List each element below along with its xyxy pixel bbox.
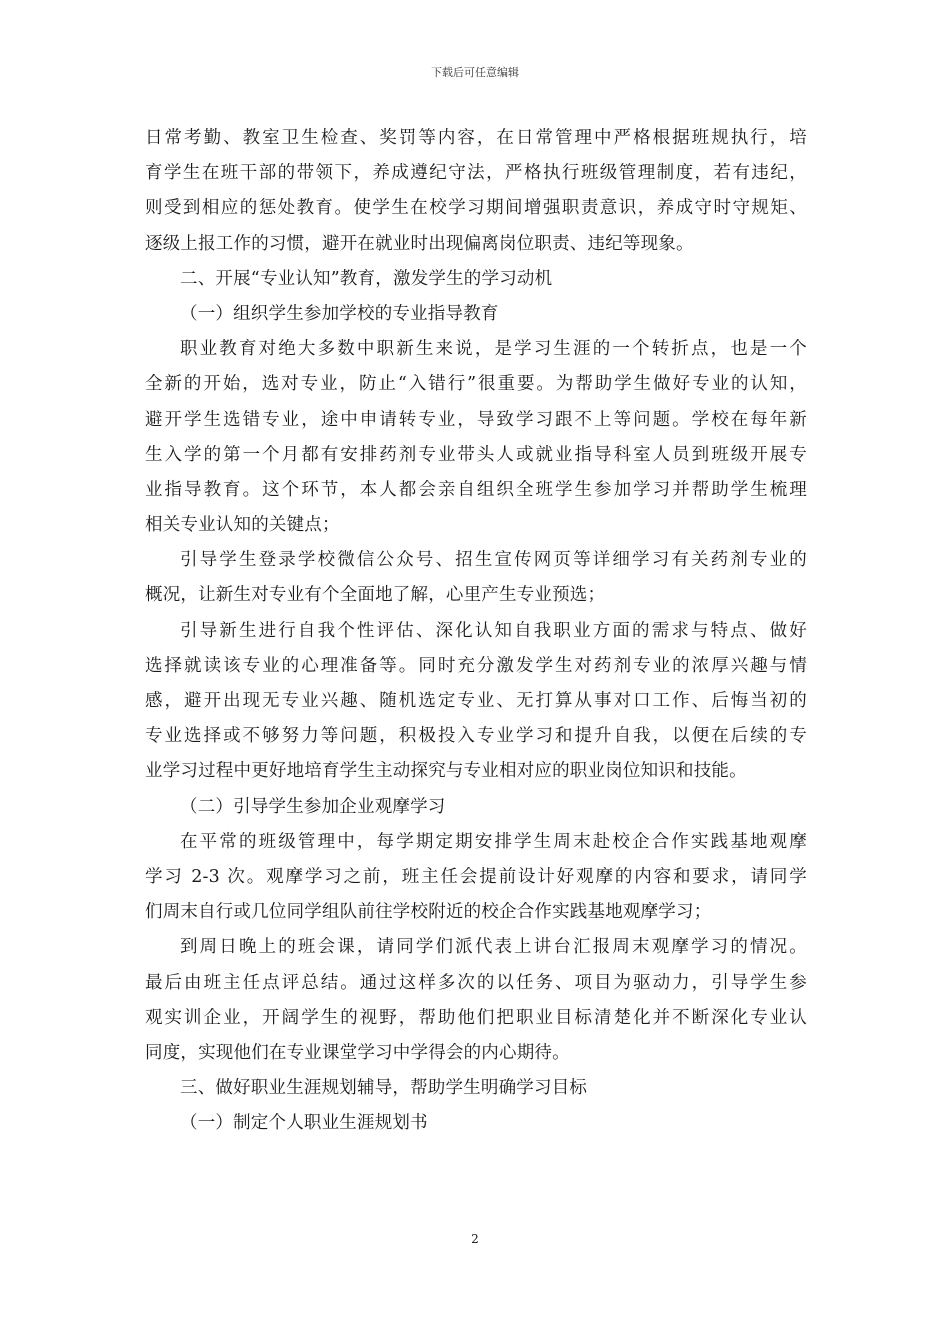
text-line: 相关专业认知的关键点；: [145, 515, 340, 536]
text-line: 逐级上报工作的习惯，避开在就业时出现偏离岗位职责、违纪等现象。: [145, 233, 694, 254]
text-line: 育学生在班干部的带领下，养成遵纪守法，严格执行班级管理制度，若有违纪，: [145, 163, 807, 184]
text-line: 引导新生进行自我个性评估、深化认知自我职业方面的需求与特点、做好: [180, 620, 807, 641]
paragraph: [145, 543, 807, 613]
text-line: 学习 2-3 次。观摩学习之前，班主任会提前设计好观摩的内容和要求，请同学: [145, 866, 807, 887]
text-line: （一）制定个人职业生涯规划书: [180, 1113, 428, 1134]
paragraph: [145, 332, 807, 543]
document-body: [145, 121, 807, 1141]
paragraph: [145, 930, 807, 1071]
paragraph: [145, 825, 807, 931]
subsection-heading: [145, 790, 807, 825]
text-line: 生入学的第一个月都有安排药剂专业带头人或就业指导科室人员到班级开展专: [145, 444, 807, 465]
text-line: 们周末自行或几位同学组队前往学校附近的校企合作实践基地观摩学习；: [145, 902, 712, 923]
text-line: 职业教育对绝大多数中职新生来说，是学习生涯的一个转折点，也是一个: [180, 339, 807, 360]
text-line: 选择就读该专业的心理准备等。同时充分激发学生对药剂专业的浓厚兴趣与情: [145, 655, 807, 676]
text-line: 业指导教育。这个环节，本人都会亲自组织全班学生参加学习并帮助学生梳理: [145, 479, 807, 500]
subsection-heading: [145, 297, 807, 332]
text-line: 在平常的班级管理中，每学期定期安排学生周末赴校企合作实践基地观摩: [180, 831, 807, 852]
paragraph: [145, 614, 807, 790]
text-line: 观实训企业，开阔学生的视野，帮助他们把职业目标清楚化并不断深化专业认: [145, 1007, 807, 1028]
text-line: 同度，实现他们在专业课堂学习中学得会的内心期待。: [145, 1042, 570, 1063]
text-line: 感，避开出现无专业兴趣、随机选定专业、无打算从事对口工作、后悔当初的: [145, 691, 807, 711]
text-line: 避开学生选错专业，途中申请转专业，导致学习跟不上等问题。学校在每年新: [145, 409, 807, 430]
page-number: 2: [471, 1232, 479, 1246]
section-heading: [145, 262, 807, 297]
text-line: 全新的开始，选对专业，防止“入错行”很重要。为帮助学生做好专业的认知，: [145, 374, 807, 395]
text-line: 概况，让新生对专业有个全面地了解，心里产生专业预选；: [145, 585, 606, 606]
text-line: 专业选择或不够努力等问题，积极投入专业学习和提升自我，以便在后续的专: [145, 726, 807, 747]
text-line: 引导学生登录学校微信公众号、招生宣传网页等详细学习有关药剂专业的: [180, 550, 807, 571]
text-line: 最后由班主任点评总结。通过这样多次的以任务、项目为驱动力，引导学生参: [145, 972, 807, 993]
page-header: 下载后可任意编辑: [431, 66, 519, 79]
subsection-heading: [145, 1106, 807, 1141]
text-line: 业学习过程中更好地培育学生主动探究与专业相对应的职业岗位知识和技能。: [145, 761, 747, 782]
text-line: （一）组织学生参加学校的专业指导教育: [180, 303, 499, 324]
text-line: 三、做好职业生涯规划辅导，帮助学生明确学习目标: [180, 1078, 588, 1099]
text-line: 日常考勤、教室卫生检查、奖罚等内容，在日常管理中严格根据班规执行，培: [145, 128, 807, 148]
text-line: （二）引导学生参加企业观摩学习: [180, 796, 446, 817]
text-line: 则受到相应的惩处教育。使学生在校学习期间增强职责意识，养成守时守规矩、: [145, 198, 807, 219]
paragraph: [145, 121, 807, 262]
text-line: 到周日晚上的班会课，请同学们派代表上讲台汇报周末观摩学习的情况。: [180, 937, 807, 958]
text-line: 二、开展“专业认知”教育，激发学生的学习动机: [180, 268, 553, 289]
section-heading: [145, 1071, 807, 1106]
